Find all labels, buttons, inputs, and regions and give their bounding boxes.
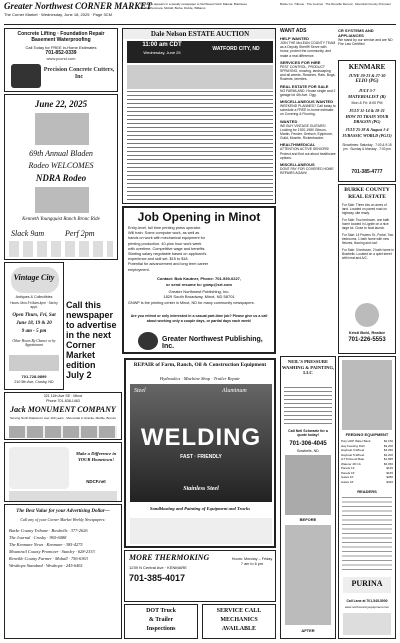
feed-list	[341, 439, 393, 484]
jack-sub: Serving North Dakota for over 100 years · Memorials in Granite, Marble, Bronze	[9, 416, 117, 420]
jack-photo-strip	[9, 426, 117, 438]
call-line: Corner	[66, 340, 96, 350]
vintage-addr: 210 5th Ave, Crosby, ND	[14, 380, 54, 384]
welding-aluminum: Aluminum	[222, 388, 247, 394]
rodeo-sponsors	[9, 241, 113, 257]
welding-steel: Steel	[134, 388, 146, 394]
job-note: GNWP is the printing center in Minot, ND for many community newspapers.	[128, 301, 255, 305]
welding-stainless: Stainless Steel	[183, 486, 219, 492]
auction-ad	[122, 28, 276, 204]
concrete-web: www.pccnd.com	[46, 56, 76, 61]
cr-body: We stand by our service and are ND Fire Law Certified	[338, 38, 393, 47]
movie-elio: ELIO (PG)	[355, 79, 379, 84]
job-title: Job Opening in Minot	[137, 210, 261, 224]
vintage-dates: June 18, 19 & 20	[16, 321, 52, 326]
best-paper: Westhope Standard · Westhope · 245-6461	[9, 563, 83, 568]
classified-item	[280, 119, 336, 141]
theater-schedule: Showtimes: Saturday - 7:00 & 9:15 pm · Sunday & Monday - 7:00 pm	[342, 143, 392, 151]
classified-body: ATTENTION ACTIVE SENIORS! Protect and find out about healthcare options.	[280, 147, 336, 160]
thermo-phone: 701-385-4017	[129, 573, 186, 583]
classified-item	[280, 162, 336, 175]
classified-body: NO FARMLAND. House single and 2 garage lot 4th Ave. Ogg.	[280, 88, 336, 97]
jack-name: Jack MONUMENT COMPANY	[10, 405, 116, 414]
call-this-newspaper	[66, 300, 122, 390]
concrete-company: Precision Concrete Cutters, Inc	[43, 67, 115, 80]
best-paper: The Journal · Crosby · 965-6088	[9, 535, 67, 540]
job-line: Entry-level, full time printing press operator.	[128, 226, 202, 230]
job-address: 1829 South Broadway, Minot, ND 58701	[163, 294, 235, 299]
feed-row: Waterer 48 CA $2,050	[341, 461, 393, 466]
right-note: Burke Co. Tribune · The Journal · The Renville Record · Mountrail County Promoter	[280, 2, 391, 6]
classifieds-title: WANT ADS	[280, 28, 307, 34]
auction-time: 11:00 am CDT	[142, 42, 182, 48]
burke-list	[342, 203, 394, 263]
neil-title: NEIL'S PRESSURE WASHING & PAINTING, LLC	[281, 359, 335, 376]
neil-call: Call Neil Schwartz for a quote today!	[288, 429, 328, 438]
agent-phone: 701-226-5553	[348, 337, 386, 343]
after-label: AFTER	[301, 628, 315, 633]
job-line: experience and skill set. $15 to $18.	[128, 257, 189, 262]
north-country-logo	[343, 613, 391, 635]
thermo-hours: Hours: Monday – Friday 7 am to 6 pm	[231, 557, 273, 566]
jack-address: 321 11th Ave SE · Minot	[43, 394, 83, 398]
vintage-hours: Hours: Mon-Fri 8am-4pm · Sat by appt.	[10, 301, 58, 309]
best-paper: Renville County Farmer · Mohall · 756-6363	[9, 556, 88, 561]
job-contact: Contact: Bob Kautner, Phone: 701-939-0227,	[156, 276, 242, 281]
rodeo-annual: 69th Annual Bladen	[29, 149, 93, 158]
classified-item	[280, 142, 336, 160]
feed-row: Gates 16' $340	[341, 479, 393, 484]
neil-phone: 701-306-4045	[289, 441, 327, 447]
best-paper: Mountrail County Promoter · Stanley · 628-2333	[9, 549, 95, 554]
movie-dragon: HOW TO TRAIN YOUR DRAGON (PG)	[345, 114, 389, 124]
welding-bottom: Sandblasting and Painting of Equipment and Trucks	[149, 506, 251, 511]
job-question: Are you retired or only interested in a casual part-time job? Please give us a call about working only a couple days, or partial days each week!	[130, 314, 268, 323]
classified-heading: MISCELLANEOUS	[280, 162, 315, 168]
feeding-equipment-ad	[338, 356, 396, 639]
theater-dates-3: JULY 11-14 & 18-21	[349, 108, 385, 113]
service-line2: MECHANICS	[220, 617, 258, 623]
welding-big: WELDING	[140, 424, 262, 451]
give-title: Make a Difference in YOUR Hometown!	[75, 451, 117, 462]
feed-row: Gates 10' $280	[341, 475, 393, 479]
best-paper: The Kenmare News · Kenmare · 385-4275	[9, 542, 83, 547]
give-web: NDCF.net	[86, 479, 106, 484]
movie-materialist: MATERIALIST (R)	[348, 94, 386, 99]
gnwp-logo-icon	[138, 332, 158, 350]
give-where-you-live-ad	[4, 442, 122, 502]
vintage-other: Other Hours By Chance or by Appointment	[12, 339, 56, 348]
classified-heading: SERVICES FOR HIRE	[280, 59, 321, 65]
before-photo	[285, 455, 331, 515]
feed-title: FEEDING EQUIPMENT	[345, 432, 389, 437]
jack-phone: Phone 701-838-1463	[46, 399, 80, 403]
paper-name: Greater Northwest CORNER MARKET	[4, 1, 152, 11]
job-lines	[128, 226, 270, 273]
classified-body: JOIN THE McLEAN COUNTY TEAM as a Deputy Sheriff! Serve with honor, protect the community, and make a real difference.	[280, 41, 336, 58]
vintage-photo	[9, 355, 59, 371]
job-line: with overtime. Competitive wage and benefits.	[128, 246, 206, 251]
welding-logo	[130, 518, 272, 544]
classified-heading: MISCELLANEOUS WANTED	[280, 99, 334, 105]
kenmare-theater-ad	[338, 60, 396, 182]
rodeo-bronc: Kenneth Youngquist Ranch Bronc Ride	[22, 217, 100, 222]
auction-title: Dale Nelson ESTATE AUCTION	[150, 30, 250, 38]
dot-line2: & Trailer	[148, 617, 174, 623]
welding-fast: FAST · FRIENDLY	[180, 454, 222, 460]
agent-photo	[355, 303, 379, 327]
feed-photo	[342, 360, 392, 430]
welding-sub: Hydraulics · Machine Shop · Trailer Repair	[159, 376, 241, 381]
after-photo	[285, 525, 331, 625]
rodeo-date: June 22, 2025	[34, 99, 88, 109]
paper-subtitle: The Corner Market · Wednesday, June 18, 2025 · Page 3CM	[4, 12, 112, 17]
rodeo-slack: Slack 9am	[11, 229, 45, 238]
job-ad	[122, 206, 276, 354]
feed-row: Hayboat 3-Wheel $3,050	[341, 448, 393, 452]
feed-row: Panels 12' $135	[341, 466, 393, 470]
service-line1: SERVICE CALL	[216, 608, 262, 614]
call-line: in the next	[66, 330, 112, 340]
theater-dates-4: JULY 25-28 & August 1-4	[345, 127, 389, 132]
concrete-ad	[4, 28, 118, 92]
theater-hours: Mon & Fri: 8:00 PM	[351, 101, 383, 105]
dot-inspections	[124, 604, 198, 639]
classified-item	[280, 84, 336, 97]
vintage-title: Vintage City	[13, 273, 55, 282]
thermo-addr: 1239 N Central Ave · KENMARE	[129, 565, 187, 570]
rodeo-horse-image	[35, 187, 89, 213]
classified-body: DONT PAY FOR COVERED HOME REPAIRS AGAIN!	[280, 167, 334, 176]
job-line: hands on work with mechanical equipment for	[128, 236, 206, 241]
neils-ad	[280, 356, 336, 639]
concrete-call: Call Today for FREE in-Home Estimates	[25, 45, 97, 50]
thermo-name: MORE THERMOKING	[129, 553, 210, 562]
feed-call: Call Lane at 701-545-5000	[346, 599, 388, 603]
job-line: Starting salary negotiable based on applicant's	[128, 252, 207, 257]
jack-monument-ad	[4, 392, 122, 440]
classified-heading: HEALTH/MEDICAL	[280, 142, 316, 148]
give-logo-icon	[9, 447, 69, 489]
call-line: edition	[66, 360, 96, 370]
vintage-time: 9 am - 5 pm	[21, 329, 47, 334]
feed-row: Hayboat 5-Wheel $4,200	[341, 452, 393, 457]
rodeo-ndra: NDRA Rodeo	[35, 173, 87, 183]
ndcf-logo-icon	[9, 491, 117, 501]
feed-row: Hay Feeding Dish $3,200	[341, 443, 393, 448]
feed-row: GT 8 Round Bale $1,895	[341, 457, 393, 461]
neil-town: Bowbells, ND	[297, 449, 319, 453]
dot-line3: Inspections	[146, 626, 176, 632]
classified-heading: REAL ESTATE FOR SALE	[280, 83, 329, 89]
job-line: employment.	[128, 267, 150, 272]
classifieds-column	[280, 28, 336, 354]
job-line: Will train. Some computer work, as well as	[128, 231, 200, 236]
best-value-ad	[4, 504, 122, 639]
burke-item: For Sale: 14 Powers St., Portal. Two bedrooms, 1 bath home with new fixtures, flooring and roof.	[342, 233, 394, 245]
rodeo-ad	[4, 94, 118, 260]
service-call	[202, 604, 276, 639]
burke-real-estate-ad	[338, 184, 396, 354]
vintage-sub: Antiques & Collectibles	[15, 295, 53, 299]
best-sub: Call any of your Corner Market Weekly Newspapers:	[20, 517, 106, 522]
page-header	[0, 0, 400, 26]
best-list	[9, 527, 119, 569]
classified-body: PEST CONTROL, PRODUCT SPRAYING, mowing, landscaping and all weeds. Reaches, Rats, Bugs, Rodents, termites.	[280, 64, 336, 82]
call-line: July 2	[66, 370, 92, 380]
job-line: Potential for advancement and long term career	[128, 262, 209, 267]
job-contact2: or send resume to: gnwp@srt.com	[166, 282, 232, 287]
vintage-open: Open Thurs, Fri, Sat	[12, 313, 56, 318]
theater-phone: 701-385-4777	[351, 169, 383, 175]
feed-web: www.northcountryequipment.com	[344, 605, 390, 609]
dot-line1: DOT Truck	[146, 608, 176, 614]
feed-row: Poly HOP Water Bank $4,150	[341, 439, 393, 443]
movie-jurassic: JURASSIC WORLD (PG13)	[342, 133, 392, 138]
burke-item: For Sale: Three lots on acres of land. Located on paved road on highway, site ready.	[342, 203, 387, 215]
call-line: to advertise	[66, 320, 117, 330]
rodeo-perf: Perf 2pm	[65, 229, 95, 238]
theater-name: KENMARE	[348, 63, 386, 71]
job-company: Greater Northwest Publishing, Inc.	[168, 289, 230, 294]
classified-item	[280, 60, 336, 82]
theater-dates-1: JUNE 20-23 & 27-30	[348, 73, 386, 78]
burke-title: BURKE COUNTY REAL ESTATE	[344, 187, 390, 200]
feed-readers: READERS	[357, 489, 377, 494]
job-line: printing production. 40-plus hour work week	[128, 241, 202, 246]
concrete-title: Concrete Lifting · Foundation Repair Basement Waterproofing	[17, 31, 105, 43]
vintage-phone: 701-728-9899	[21, 374, 47, 379]
welding-header: REPAIR of Farm, Ranch, Oil & Construction Equipment	[133, 362, 267, 368]
classified-body: WEEKEND PLANNED? Call today to schedule a FREE in-home estimate on Covering & Flooring.	[280, 104, 336, 117]
center-note: This page appears in a weekly newspaper to Northwest North Dakota: Bottineau, Crosby/Kenmare, Mohall, Burke, Divide, Williams	[140, 2, 248, 10]
auction-body	[127, 91, 273, 201]
agent-name: Kristi Bohl, Realtor	[348, 330, 386, 335]
auction-date: Wednesday, June 25	[143, 50, 181, 55]
rodeo-welcomes: Rodeo WELCOMES	[28, 161, 94, 170]
classified-item	[280, 99, 336, 117]
burke-item: For Sale: Two bedroom, one bath home located in Lignite on a nice large lot. Close to boat launch.	[342, 218, 390, 230]
vintage-city-ad	[4, 262, 64, 390]
before-label: BEFORE	[299, 517, 317, 522]
call-line: newspaper	[66, 310, 114, 320]
auction-location: WATFORD CITY, ND	[212, 46, 260, 52]
classified-item	[280, 36, 336, 58]
cr-title: CR SYSTEMS AND APPLIANCES	[338, 28, 374, 38]
job-logo-name: Greater Northwest Publishing, Inc.	[162, 336, 263, 350]
classified-body: WE BUY VINTAGE GUITARS! Looking for 1920-1980 Gibson, Martin, Fender, Gretsch, Epiphone, Guild, Mosrite, Rickenbacker.	[280, 123, 333, 141]
call-line: Call this	[66, 300, 102, 310]
cr-systems	[338, 28, 396, 58]
burke-item: For Sale: 3 bedroom, 2 bath home in Bowbells. Located on a quiet street with heat and A/C.	[342, 248, 394, 260]
rodeo-rider-image	[35, 113, 89, 145]
classified-heading: WANTED	[280, 118, 298, 124]
feed-brand: PURINA	[351, 579, 383, 588]
service-line3: AVAILABLE	[221, 626, 257, 632]
best-paper: Burke County Tribune · Bowbells · 377-2626	[9, 528, 88, 533]
feed-row: Panels 16' $165	[341, 470, 393, 475]
theater-dates-2: JULY 5-7	[358, 88, 376, 93]
concrete-logo-icon	[11, 64, 41, 88]
thermoking-ad	[124, 550, 276, 602]
best-title: The Best Value for your Advertising Dollar—	[16, 509, 110, 514]
welding-ad	[124, 358, 276, 548]
call-line: Market	[66, 350, 96, 360]
concrete-phone: 701-852-0339	[45, 50, 77, 56]
classified-heading: HELP WANTED	[280, 36, 310, 41]
